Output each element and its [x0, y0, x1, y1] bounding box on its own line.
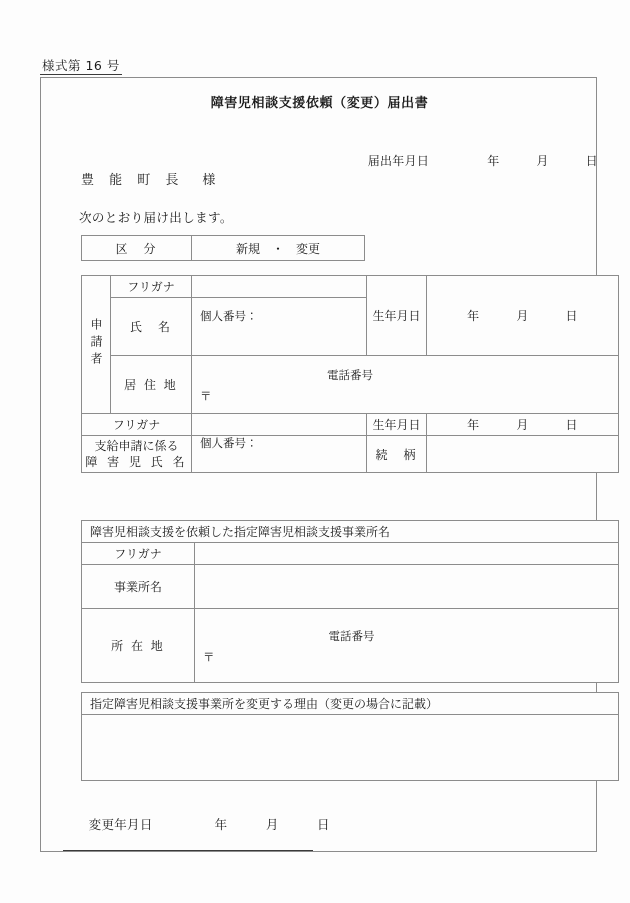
table-row — [82, 693, 619, 715]
change-date-value[interactable]: 年 月 日 — [214, 817, 330, 832]
child-furigana-label: フリガナ — [82, 414, 192, 436]
filing-date-line — [343, 138, 598, 183]
reason-table — [81, 692, 619, 781]
child-name-label-line2: 障 害 児 氏 名 — [85, 455, 188, 469]
office-section-header: 障害児相談支援を依頼した指定障害児相談支援事業所名 — [82, 521, 619, 543]
change-date-label: 変更年月日 — [88, 817, 153, 832]
table-row — [82, 236, 365, 261]
child-relation-value[interactable] — [427, 436, 619, 473]
applicant-name-label: 氏 名 — [111, 298, 192, 356]
applicant-section-label-cell — [82, 276, 111, 414]
filing-date-value: 年 月 日 — [487, 154, 598, 168]
page-title: 障害児相談支援依頼（変更）届出書 — [210, 96, 429, 111]
applicant-phone-label: 電話番号 — [327, 367, 373, 382]
reason-section-header: 指定障害児相談支援事業所を変更する理由（変更の場合に記載） — [82, 693, 619, 715]
table-row — [82, 565, 619, 609]
child-name-label — [82, 436, 192, 473]
table-row — [82, 356, 619, 414]
kubun-options-cell[interactable]: 新規 ・ 変更 — [192, 236, 365, 261]
table-row — [82, 543, 619, 565]
table-row — [82, 436, 619, 473]
child-name-label-line1: 支給申請に係る — [94, 439, 179, 453]
kubun-table — [81, 235, 365, 261]
office-furigana-value[interactable] — [195, 543, 619, 565]
office-name-value[interactable] — [195, 565, 619, 609]
child-furigana-value[interactable] — [192, 414, 367, 436]
form-number: 様式第 16 号 — [42, 58, 120, 73]
applicant-furigana-value[interactable] — [192, 276, 367, 298]
table-row — [82, 609, 619, 683]
child-birth-value[interactable]: 年 月 日 — [427, 414, 619, 436]
office-location-value[interactable] — [195, 609, 619, 683]
applicant-my-number-label: 個人番号： — [200, 308, 258, 323]
applicant-table — [81, 275, 619, 473]
applicant-name-value[interactable] — [192, 298, 367, 356]
applicant-birth-label: 生年月日 — [367, 276, 427, 356]
applicant-residence-value[interactable] — [192, 356, 619, 414]
applicant-section-label: 申請者 — [89, 317, 103, 369]
filing-date-label: 届出年月日 — [367, 154, 430, 168]
office-name-label: 事業所名 — [82, 565, 195, 609]
reason-body-field[interactable] — [82, 715, 619, 781]
kubun-label-cell: 区 分 — [82, 236, 192, 261]
change-date-line — [63, 800, 330, 851]
table-row — [82, 276, 619, 298]
office-location-label: 所 在 地 — [82, 609, 195, 683]
child-my-number-label: 個人番号： — [200, 436, 258, 450]
office-phone-label: 電話番号 — [328, 628, 375, 643]
addressee: 豊 能 町 長 様 — [81, 173, 221, 188]
child-name-value[interactable] — [192, 436, 367, 473]
applicant-furigana-label: フリガナ — [111, 276, 192, 298]
table-row — [82, 414, 619, 436]
table-row — [82, 521, 619, 543]
postal-mark-icon: 〒 — [203, 649, 215, 664]
office-furigana-label: フリガナ — [82, 543, 195, 565]
child-relation-label: 続 柄 — [367, 436, 427, 473]
applicant-residence-label: 居 住 地 — [111, 356, 192, 414]
table-row — [82, 715, 619, 781]
postal-mark-icon: 〒 — [200, 388, 212, 403]
lead-sentence: 次のとおり届け出します。 — [79, 210, 233, 225]
child-birth-label: 生年月日 — [367, 414, 427, 436]
applicant-birth-value[interactable]: 年 月 日 — [427, 276, 619, 356]
office-table — [81, 520, 619, 683]
form-sheet — [40, 77, 597, 852]
